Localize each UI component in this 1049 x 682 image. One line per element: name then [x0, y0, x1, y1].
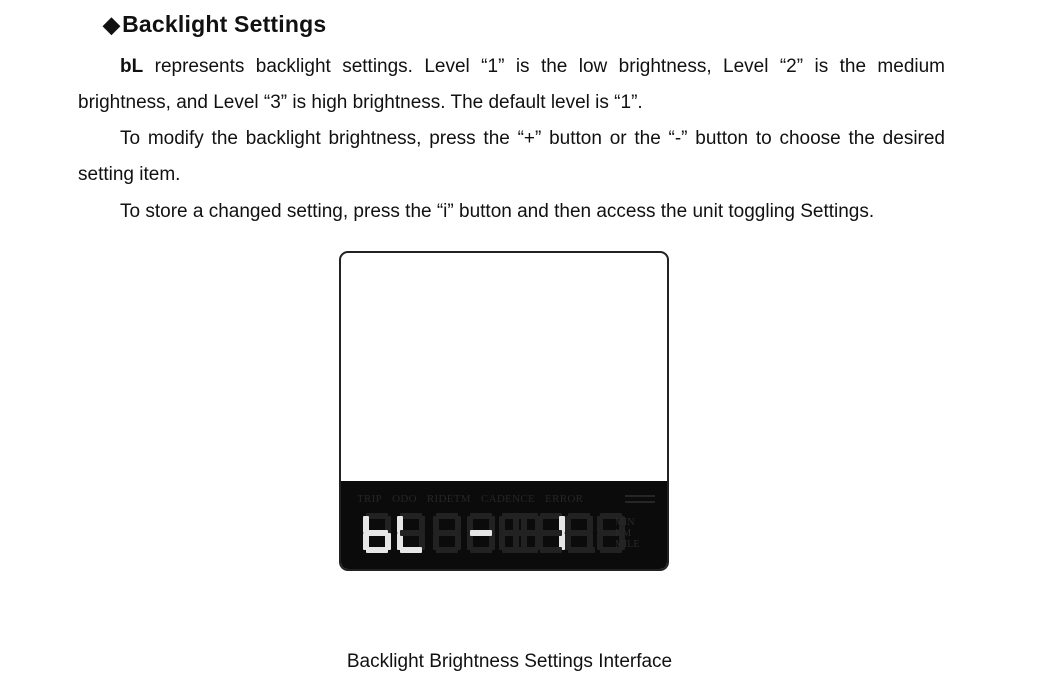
- lcd-segment: [470, 547, 492, 553]
- lcd-indicator-bar: [625, 495, 655, 503]
- paragraph-modify-instructions: To modify the backlight brightness, press the “+” button or the “-” button to choose the desired setting item.: [78, 128, 945, 185]
- lcd-label-odo: ODO: [392, 493, 417, 505]
- lcd-segment: [540, 547, 562, 553]
- lcd-segment: [470, 530, 492, 536]
- lcd-segment: [568, 530, 590, 536]
- lcd-label-ridetm: RIDETM: [426, 493, 471, 505]
- section-heading: [103, 11, 326, 38]
- paragraph-store-instructions: To store a changed setting, press the “i” button and then access the unit toggling Settings.: [120, 201, 875, 222]
- lcd-readout-panel: [341, 481, 667, 569]
- bl-code: bL: [120, 56, 144, 77]
- lcd-segment: [540, 530, 562, 536]
- paragraph-backlight-description: [78, 49, 945, 121]
- lcd-mode-labels: [357, 493, 590, 505]
- section-title: Backlight Settings: [122, 11, 327, 37]
- lcd-segment: [436, 547, 458, 553]
- lcd-segment: [400, 547, 422, 553]
- lcd-segment: [366, 530, 388, 536]
- figure-caption: Backlight Brightness Settings Interface: [346, 651, 673, 672]
- lcd-unit-mile: MILE: [615, 539, 640, 550]
- lcd-label-trip: TRIP: [357, 493, 383, 505]
- lcd-segment: [516, 547, 538, 553]
- paragraph-1-text: represents backlight settings. Level “1” is the low brightness, Level “2” is the medium brightness, and Level “3” is high brightness. The default level is “1”.: [78, 56, 945, 113]
- lcd-decimal-point: [589, 547, 595, 553]
- lcd-unit-min: MIN: [615, 517, 635, 528]
- lcd-display-illustration: [339, 251, 669, 571]
- lcd-segment: [516, 530, 538, 536]
- lcd-segment: [436, 530, 458, 536]
- lcd-label-error: ERROR: [545, 493, 584, 505]
- diamond-bullet-icon: ◆: [103, 12, 121, 37]
- lcd-segment: [400, 530, 422, 536]
- lcd-unit-labels: [615, 517, 639, 550]
- lcd-segment: [568, 547, 590, 553]
- lcd-segment: [366, 547, 388, 553]
- lcd-unit-km: KM: [615, 528, 632, 539]
- lcd-label-cadence: CADENCE: [480, 493, 535, 505]
